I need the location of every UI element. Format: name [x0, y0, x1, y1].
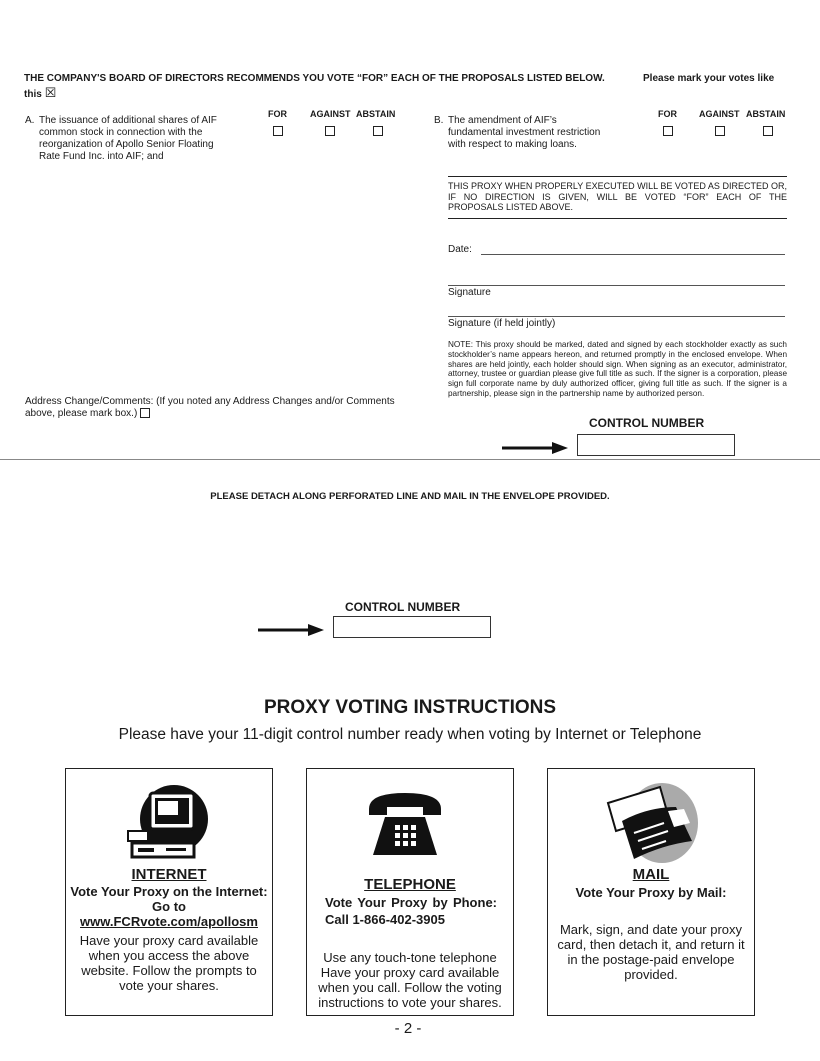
telephone-heading: Vote Your Proxy by Phone: Call 1-866-402-3905: [325, 895, 497, 927]
col-abstain-b: ABSTAIN: [746, 109, 786, 119]
signing-note: NOTE: This proxy should be marked, dated and signed by each stockholder exactly as such stockholder’s name appears hereon, and returned promptly in the enclosed envelope. When shares are held jointly, each holder should sign. When signing as an executor, administrator, attorney, trustee or guardian please give full title as such. If the signer is a corporation, please sign full corporate name by duly authorized officer, giving full title as such. If the signer is a partnership, please sign in the partnership name by authorized person.: [448, 340, 787, 398]
example-mark-icon: ☒: [44, 85, 57, 100]
joint-signature-input-line[interactable]: [448, 316, 785, 317]
proposal-b-abstain-checkbox[interactable]: [763, 126, 773, 136]
date-input-line[interactable]: [481, 254, 785, 255]
proxy-statement: THIS PROXY WHEN PROPERLY EXECUTED WILL BE VOTED AS DIRECTED OR, IF NO DIRECTION IS GIVEN, WILL BE VOTED “FOR” EACH OF THE PROPOSALS LISTED ABOVE.: [448, 181, 787, 212]
col-for-a: FOR: [268, 109, 287, 119]
joint-signature-label: Signature (if held jointly): [448, 318, 556, 329]
telephone-title: TELEPHONE: [364, 876, 456, 893]
instructions-title: PROXY VOTING INSTRUCTIONS: [263, 697, 557, 718]
telephone-icon: [365, 789, 445, 859]
proposal-a-for-checkbox[interactable]: [273, 126, 283, 136]
address-change-text: Address Change/Comments: (If you noted any Address Changes and/or Comments above, please mark box.): [25, 396, 395, 419]
arrow-right-icon: [258, 623, 324, 637]
mail-body: Mark, sign, and date your proxy card, then detach it, and return it in the postage-paid envelope provided.: [557, 922, 745, 982]
address-change: [25, 396, 395, 420]
perforated-line: [0, 459, 820, 460]
mail-envelope-icon: [604, 781, 700, 871]
internet-url-link[interactable]: www.FCRvote.com/apollosm: [80, 914, 258, 929]
telephone-body: Use any touch-tone telephone Have your proxy card available when you call. Follow the voting instructions to vote your shares.: [318, 950, 502, 1010]
mail-method-box: [547, 768, 755, 1016]
mark-example: [24, 86, 56, 102]
col-against-b: AGAINST: [699, 109, 740, 119]
mail-heading: Vote Your Proxy by Mail:: [575, 885, 727, 900]
date-label: Date:: [448, 244, 472, 255]
page-number: - 2 -: [394, 1020, 422, 1037]
telephone-method-box: [306, 768, 514, 1016]
proposal-a-letter: A.: [25, 115, 35, 126]
internet-heading: Vote Your Proxy on the Internet:: [70, 884, 268, 899]
address-change-checkbox[interactable]: [140, 408, 150, 418]
internet-title: INTERNET: [131, 866, 207, 883]
col-against-a: AGAINST: [310, 109, 351, 119]
control-number-label: CONTROL NUMBER: [589, 416, 705, 430]
mark-votes-instruction: Please mark your votes like: [643, 73, 775, 84]
proposal-a-abstain-checkbox[interactable]: [373, 126, 383, 136]
arrow-right-icon: [502, 441, 568, 455]
divider: [448, 176, 787, 177]
signature-label: Signature: [448, 287, 491, 298]
proposal-b-for-checkbox[interactable]: [663, 126, 673, 136]
divider: [448, 218, 787, 219]
board-recommendation: THE COMPANY'S BOARD OF DIRECTORS RECOMMENDS YOU VOTE “FOR” EACH OF THE PROPOSALS LISTED BELOW.: [24, 73, 605, 84]
computer-icon: [126, 783, 212, 863]
this-word: this: [24, 89, 42, 100]
proposal-b-letter: B.: [434, 115, 444, 126]
proposal-b: [434, 115, 614, 151]
control-number-box[interactable]: [333, 616, 491, 638]
detach-notice: PLEASE DETACH ALONG PERFORATED LINE AND MAIL IN THE ENVELOPE PROVIDED.: [210, 491, 610, 502]
mail-title: MAIL: [632, 866, 670, 883]
control-number-label: CONTROL NUMBER: [345, 600, 461, 614]
col-abstain-a: ABSTAIN: [356, 109, 396, 119]
proposal-a-text: The issuance of additional shares of AIF common stock in connection with the reorganization of Apollo Senior Floating Rate Fund Inc. into AIF; and: [39, 115, 217, 162]
proposal-a: [25, 115, 230, 163]
signature-input-line[interactable]: [448, 285, 785, 286]
proposal-a-against-checkbox[interactable]: [325, 126, 335, 136]
col-for-b: FOR: [658, 109, 677, 119]
instructions-subtitle: Please have your 11-digit control number ready when voting by Internet or Telephone: [118, 726, 702, 743]
proposal-b-against-checkbox[interactable]: [715, 126, 725, 136]
proposal-b-text: The amendment of AIF’s fundamental investment restriction with respect to making loans.: [448, 115, 601, 150]
control-number-box[interactable]: [577, 434, 735, 456]
internet-goto: Go to: [152, 899, 186, 914]
internet-method-box: [65, 768, 273, 1016]
internet-body: Have your proxy card available when you access the above website. Follow the prompts to vote your shares.: [79, 933, 259, 993]
